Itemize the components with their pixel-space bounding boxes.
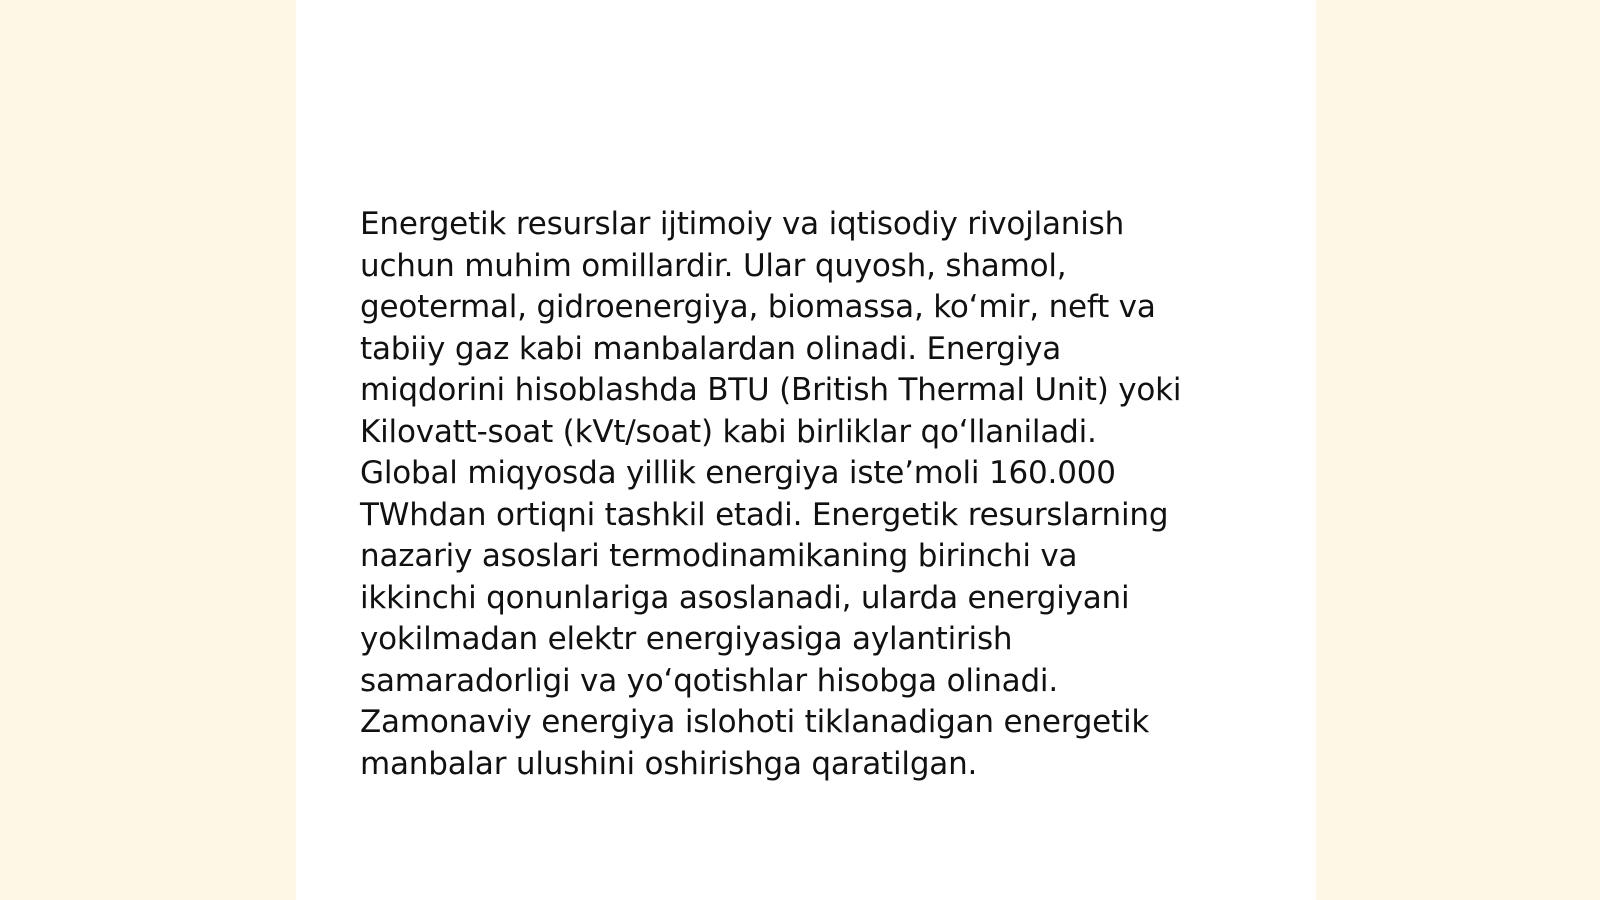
text-line: TWhdan ortiqni tashkil etadi. Energetik resurslarning xyxy=(360,496,1169,533)
text-line: nazariy asoslari termodinamikaning birinchi va xyxy=(360,538,1078,574)
text-line: Global miqyosda yillik energiya iste’moli 160.000 xyxy=(360,455,1116,491)
text-line: ikkinchi qonunlariga asoslanadi, ularda energiyani xyxy=(360,579,1130,616)
text-line: yokilmadan elektr energiyasiga aylantirish xyxy=(360,621,1013,657)
text-line: geotermal, gidroenergiya, biomassa, ko‘mir, neft va xyxy=(360,289,1156,325)
text-line: samaradorligi va yo‘qotishlar hisobga olinadi. xyxy=(360,662,1058,699)
text-line: uchun muhim omillardir. Ular quyosh, shamol, xyxy=(360,247,1067,284)
text-line: tabiiy gaz kabi manbalardan olinadi. Energiya xyxy=(360,330,1062,367)
text-line: Kilovatt-soat (kVt/soat) kabi birliklar qo‘llaniladi. xyxy=(360,413,1097,450)
text-line: manbalar ulushini oshirishga qaratilgan. xyxy=(360,745,978,782)
text-line: Zamonaviy energiya islohoti tiklanadigan energetik xyxy=(360,704,1150,740)
text-line: miqdorini hisoblashda BTU (British Thermal Unit) yoki xyxy=(360,372,1182,408)
body-paragraph xyxy=(360,204,1260,785)
document-page xyxy=(296,0,1316,900)
text-line: Energetik resurslar ijtimoiy va iqtisodiy rivojlanish xyxy=(360,206,1125,242)
